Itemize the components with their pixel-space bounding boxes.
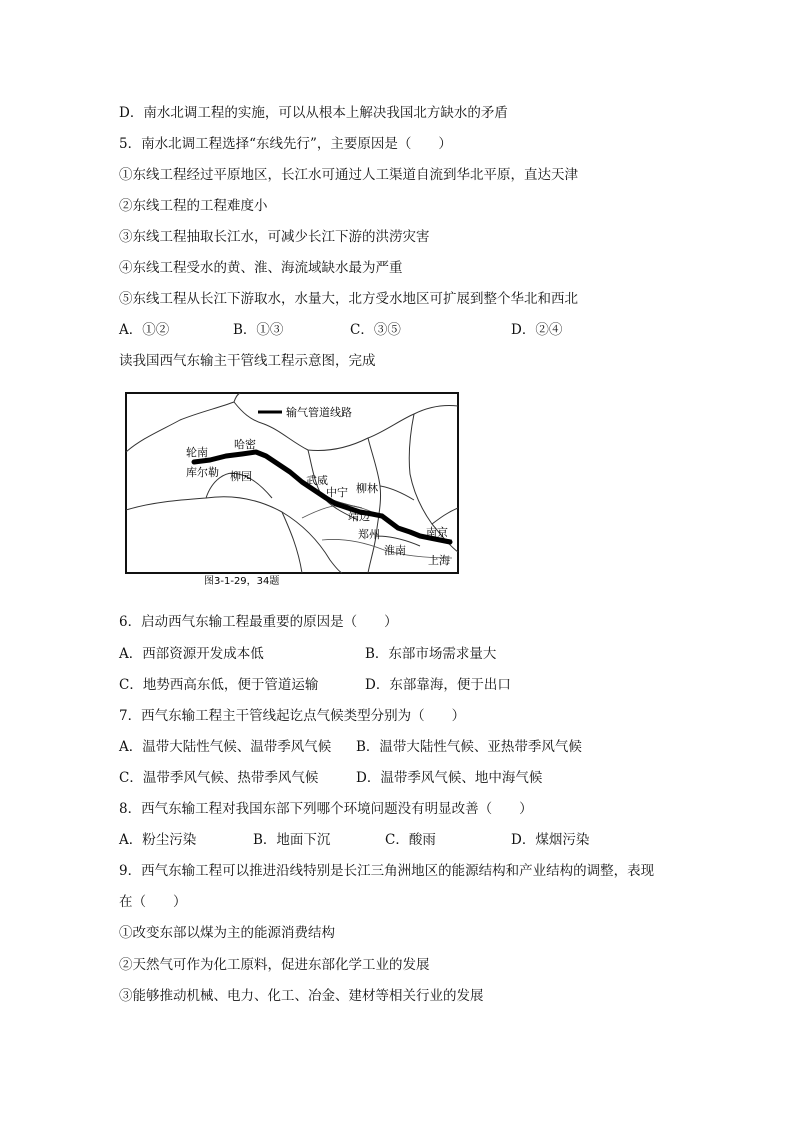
- place-liuyuan: 柳园: [230, 470, 252, 483]
- q5-option-b: B．①③: [233, 322, 284, 338]
- q7-option-b: B．温带大陆性气候、亚热带季风气候: [356, 739, 582, 755]
- q7-stem: 7．西气东输工程主干管线起讫点气候类型分别为（ ）: [119, 708, 466, 724]
- q6-option-c: C．地势西高东低，便于管道运输: [119, 677, 319, 693]
- q5-item-5: ⑤东线工程从长江下游取水，水量大，北方受水地区可扩展到整个华北和西北: [119, 291, 578, 307]
- q6-option-a: A．西部资源开发成本低: [119, 646, 264, 662]
- place-jingbian: 靖边: [348, 510, 370, 523]
- q6-stem: 6．启动西气东输工程最重要的原因是（ ）: [119, 614, 398, 630]
- q7-option-c: C．温带季风气候、热带季风气候: [119, 770, 319, 786]
- q6-option-b: B．东部市场需求量大: [365, 646, 497, 662]
- q6-option-d: D．东部靠海，便于出口: [365, 677, 511, 693]
- place-korla: 库尔勒: [186, 466, 219, 479]
- map-caption: 图3-1-29，34题: [204, 576, 280, 587]
- place-liulin: 柳林: [356, 482, 378, 495]
- q5-option-c: C．③⑤: [350, 322, 401, 338]
- q5-option-d: D．②④: [511, 322, 563, 338]
- place-lunnan: 轮南: [186, 446, 208, 459]
- q9-stem-line1: 9．西气东输工程可以推进沿线特别是长江三角洲地区的能源结构和产业结构的调整，表现: [119, 863, 655, 879]
- q4-option-d: D．南水北调工程的实施，可以从根本上解决我国北方缺水的矛盾: [119, 105, 508, 121]
- map-intro: 读我国西气东输主干管线工程示意图，完成: [119, 353, 376, 369]
- place-shanghai: 上海: [428, 554, 450, 567]
- place-wuwei: 武威: [306, 474, 328, 487]
- place-zhongning: 中宁: [326, 486, 348, 499]
- q7-option-a: A．温带大陆性气候、温带季风气候: [119, 739, 332, 755]
- q8-option-a: A．粉尘污染: [119, 832, 197, 848]
- place-nanjing: 南京: [426, 526, 448, 539]
- pipeline-map: [122, 390, 462, 587]
- q8-option-b: B．地面下沉: [253, 832, 331, 848]
- place-hami: 哈密: [234, 438, 256, 451]
- q9-item-3: ③能够推动机械、电力、化工、冶金、建材等相关行业的发展: [119, 988, 484, 1004]
- q5-option-a: A．①②: [119, 322, 170, 338]
- q7-option-d: D．温带季风气候、地中海气候: [356, 770, 543, 786]
- q8-stem: 8．西气东输工程对我国东部下列哪个环境问题没有明显改善（ ）: [119, 801, 533, 817]
- q5-item-1: ①东线工程经过平原地区，长江水可通过人工渠道自流到华北平原，直达天津: [119, 167, 578, 183]
- q9-item-2: ②天然气可作为化工原料，促进东部化学工业的发展: [119, 957, 430, 973]
- q5-item-2: ②东线工程的工程难度小: [119, 198, 268, 214]
- q9-item-1: ①改变东部以煤为主的能源消费结构: [119, 925, 335, 941]
- q5-item-4: ④东线工程受水的黄、淮、海流域缺水最为严重: [119, 260, 403, 276]
- q5-item-3: ③东线工程抽取长江水，可减少长江下游的洪涝灾害: [119, 229, 430, 245]
- map-frame: [126, 393, 458, 573]
- q9-stem-line2: 在（ ）: [119, 894, 187, 910]
- place-huainan: 淮南: [384, 544, 406, 557]
- q8-option-c: C．酸雨: [385, 832, 436, 848]
- place-zhengzhou: 郑州: [358, 528, 380, 541]
- legend-label: 输气管道线路: [286, 406, 352, 419]
- q8-option-d: D．煤烟污染: [511, 832, 590, 848]
- pipeline-map-figure: [122, 390, 462, 587]
- q5-stem: 5．南水北调工程选择“东线先行”，主要原因是（ ）: [119, 136, 452, 152]
